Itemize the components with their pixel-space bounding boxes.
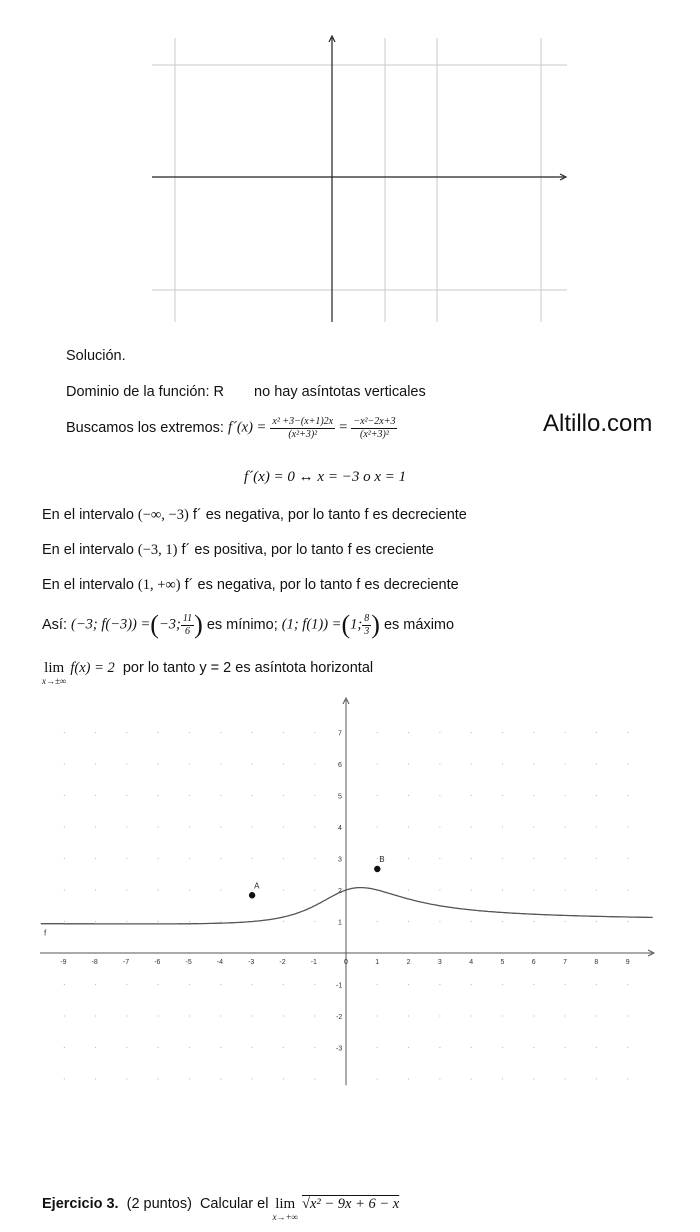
interval-text: f´ es negativa, por lo tanto f es decreciente	[192, 507, 467, 523]
grid-dot	[502, 889, 503, 890]
grid-dot	[533, 1047, 534, 1048]
grid-dot	[533, 984, 534, 985]
grid-dot	[95, 1015, 96, 1016]
grid-dot	[314, 858, 315, 859]
grid-dot	[283, 921, 284, 922]
x-tick-label: -9	[60, 959, 67, 966]
grid-dot	[64, 889, 65, 890]
equals-sign: =	[339, 419, 348, 436]
interval-prefix: En el intervalo	[42, 507, 134, 523]
grid-dot	[408, 795, 409, 796]
interval-line-2	[42, 542, 434, 559]
grid-dot	[596, 889, 597, 890]
grid-dot	[377, 1078, 378, 1079]
point-a	[249, 892, 255, 898]
exercise-limit-word: lim	[275, 1196, 296, 1212]
grid-dot	[189, 732, 190, 733]
grid-dot	[252, 1015, 253, 1016]
x-tick-label: -1	[310, 959, 317, 966]
interval-prefix: En el intervalo	[42, 542, 134, 558]
grid-dot	[408, 1047, 409, 1048]
paren-open: (	[341, 610, 351, 639]
grid-dot	[252, 732, 253, 733]
grid-dot	[502, 921, 503, 922]
grid-dot	[314, 921, 315, 922]
fraction-2-numerator: −x²−2x+3	[353, 416, 396, 427]
grid-dot	[596, 826, 597, 827]
grid-dot	[627, 1078, 628, 1079]
y-tick-label: 7	[338, 730, 342, 738]
grid-dot	[408, 1015, 409, 1016]
grid-dot	[377, 795, 378, 796]
grid-dot	[283, 795, 284, 796]
grid-dot	[95, 921, 96, 922]
exercise-3-line	[42, 1196, 399, 1222]
function-label: f	[44, 928, 47, 938]
grid-dot	[565, 826, 566, 827]
grid-dot	[189, 889, 190, 890]
grid-dot	[408, 763, 409, 764]
grid-dot	[502, 763, 503, 764]
watermark-text: Altillo.com	[543, 410, 653, 437]
grid-dot	[408, 921, 409, 922]
grid-dot	[533, 858, 534, 859]
grid-dot	[408, 858, 409, 859]
domain-line	[66, 384, 426, 400]
grid-dot	[95, 763, 96, 764]
grid-dot	[126, 763, 127, 764]
grid-dot	[439, 826, 440, 827]
grid-dot	[502, 984, 503, 985]
grid-dot	[158, 984, 159, 985]
grid-dot	[439, 1047, 440, 1048]
maximum-text: es máximo	[383, 617, 455, 633]
grid-dot	[64, 763, 65, 764]
grid-dot	[471, 858, 472, 859]
limit-expression: f(x) = 2	[70, 660, 115, 676]
interval-line-3	[42, 577, 459, 594]
y-tick-label: -3	[336, 1045, 343, 1053]
grid-dot	[627, 1015, 628, 1016]
graph-axes	[40, 698, 654, 1085]
grid-dot	[189, 1078, 190, 1079]
grid-dot	[314, 984, 315, 985]
grid-dot	[565, 763, 566, 764]
grid-dot	[64, 1015, 65, 1016]
grid-dot	[314, 826, 315, 827]
extremes-line	[66, 416, 397, 440]
x-tick-label: -4	[216, 959, 224, 966]
grid-dot	[627, 763, 628, 764]
interval-math: (−∞, −3)	[137, 507, 189, 523]
grid-dot	[377, 1015, 378, 1016]
grid-dot	[596, 795, 597, 796]
grid-dot	[533, 921, 534, 922]
critical-points	[249, 855, 385, 898]
interval-text: f´ es negativa, por lo tanto f es decreciente	[184, 577, 459, 593]
interval-math: (1, +∞)	[137, 577, 181, 593]
limit-line	[42, 660, 373, 686]
grid-dot	[189, 763, 190, 764]
x-tick-label: 9	[625, 959, 630, 966]
grid-dot	[471, 826, 472, 827]
grid-dot	[471, 763, 472, 764]
grid-dot	[158, 889, 159, 890]
minimum-fraction	[181, 613, 194, 637]
x-tick-label: -3	[248, 959, 255, 966]
grid-dot	[439, 889, 440, 890]
grid-dot	[64, 1078, 65, 1079]
x-tick-label: 5	[500, 959, 505, 966]
grid-dot	[314, 889, 315, 890]
grid-dot	[533, 763, 534, 764]
grid-dot	[64, 826, 65, 827]
grid-dot	[596, 763, 597, 764]
maximum-denominator: 3	[364, 625, 370, 637]
grid-dot	[627, 858, 628, 859]
grid-dot	[439, 1015, 440, 1016]
interval-prefix: En el intervalo	[42, 577, 134, 593]
asi-prefix: Así:	[42, 617, 67, 633]
grid-dot	[439, 763, 440, 764]
grid-dot	[565, 984, 566, 985]
grid-dot	[158, 826, 159, 827]
grid-dot	[283, 763, 284, 764]
grid-dot	[471, 795, 472, 796]
grid-dot	[220, 826, 221, 827]
grid-dot	[189, 826, 190, 827]
grid-dot	[252, 1078, 253, 1079]
y-tick-label: -1	[336, 982, 343, 990]
grid-dot	[502, 1047, 503, 1048]
grid-dot	[158, 921, 159, 922]
function-curve	[41, 888, 653, 924]
grid-dot	[158, 1078, 159, 1079]
grid-dot	[158, 795, 159, 796]
exercise-points: (2 puntos)	[126, 1196, 192, 1212]
empty-grid-lines	[152, 38, 567, 322]
grid-dot	[252, 889, 253, 890]
grid-dot	[126, 826, 127, 827]
grid-dot	[627, 921, 628, 922]
grid-dot	[158, 858, 159, 859]
minimum-denominator: 6	[184, 625, 190, 637]
derivative-fraction-2	[351, 416, 397, 440]
grid-dot	[220, 1015, 221, 1016]
fraction-1-denominator: (x²+3)²	[288, 428, 318, 440]
grid-dot	[95, 1047, 96, 1048]
grid-dot	[283, 858, 284, 859]
x-tick-label: -2	[279, 959, 286, 966]
grid-dot	[377, 858, 378, 859]
x-tick-label: 1	[375, 959, 380, 966]
interval-line-1	[42, 507, 467, 524]
grid-dot	[158, 1015, 159, 1016]
grid-dot	[533, 795, 534, 796]
grid-dot	[439, 1078, 440, 1079]
grid-dot	[533, 826, 534, 827]
grid-dot	[220, 732, 221, 733]
grid-dot	[408, 732, 409, 733]
x-tick-label: -6	[154, 959, 161, 966]
paren-close: )	[194, 610, 203, 639]
grid-dot	[439, 921, 440, 922]
limit-operator	[42, 660, 66, 686]
grid-dot	[565, 889, 566, 890]
grid-dot	[377, 921, 378, 922]
grid-dot	[189, 1015, 190, 1016]
grid-dot	[627, 732, 628, 733]
grid-dot	[377, 1047, 378, 1048]
grid-dot	[220, 921, 221, 922]
y-tick-label: 4	[338, 825, 342, 832]
grid-dot	[471, 1047, 472, 1048]
grid-dot	[189, 921, 190, 922]
grid-dot	[126, 858, 127, 859]
grid-dot	[314, 732, 315, 733]
grid-dot	[95, 732, 96, 733]
grid-dot	[95, 795, 96, 796]
grid-dot	[596, 858, 597, 859]
grid-dot	[439, 795, 440, 796]
grid-dot	[189, 795, 190, 796]
y-tick-label: 6	[338, 762, 342, 769]
grid-dot	[126, 795, 127, 796]
grid-dot	[471, 984, 472, 985]
grid-dot	[502, 858, 503, 859]
x-tick-labels	[60, 959, 629, 966]
x-tick-label: 0	[344, 959, 348, 966]
y-tick-label: 3	[338, 856, 342, 864]
grid-dot	[314, 1078, 315, 1079]
maximum-lhs: (1; f(1)) =	[281, 616, 342, 633]
grid-dot	[408, 889, 409, 890]
grid-dot	[126, 921, 127, 922]
grid-dot	[95, 1078, 96, 1079]
grid-dot	[533, 889, 534, 890]
minimum-text: es mínimo;	[206, 617, 278, 633]
grid-dot	[126, 1078, 127, 1079]
grid-dot	[126, 1047, 127, 1048]
grid-dot	[471, 1078, 472, 1079]
y-tick-label: 1	[338, 919, 342, 927]
grid-dot	[502, 1015, 503, 1016]
grid-dot	[220, 889, 221, 890]
grid-dot	[377, 984, 378, 985]
grid-dot	[64, 984, 65, 985]
grid-dot	[252, 763, 253, 764]
x-tick-label: -7	[122, 959, 130, 966]
grid-dot	[126, 732, 127, 733]
fraction-1-numerator: x² +3−(x+1)2x	[272, 416, 334, 427]
x-tick-label: 2	[406, 959, 411, 966]
grid-dot	[314, 795, 315, 796]
grid-dot	[64, 795, 65, 796]
limit-word: lim	[44, 660, 65, 676]
grid-dot	[408, 984, 409, 985]
grid-dot	[596, 1015, 597, 1016]
maximum-inner: 1;	[350, 616, 363, 633]
grid-dot	[283, 732, 284, 733]
grid-dot	[220, 795, 221, 796]
grid-dot	[533, 1015, 534, 1016]
y-tick-label: -2	[336, 1014, 343, 1021]
limit-subscript: x→±∞	[42, 675, 67, 686]
derivative-lhs: f´(x) =	[227, 419, 267, 436]
grid-dot	[471, 889, 472, 890]
critical-points-equation: f´(x) = 0 ↔ x = −3 o x = 1	[244, 469, 407, 485]
point-label-a: A	[254, 881, 260, 891]
grid-dot	[189, 858, 190, 859]
exercise-limit-subscript: x→+∞	[272, 1211, 298, 1222]
grid-dot	[627, 826, 628, 827]
grid-dot	[314, 763, 315, 764]
maximum-fraction	[362, 613, 371, 637]
grid-dot	[471, 921, 472, 922]
grid-dot	[220, 1078, 221, 1079]
extrema-summary-line	[42, 612, 454, 638]
paren-close: )	[371, 610, 380, 639]
x-tick-label: -5	[185, 959, 192, 966]
exercise-limit-operator	[272, 1196, 297, 1222]
grid-dot	[502, 826, 503, 827]
grid-dot	[95, 889, 96, 890]
grid-dot	[64, 732, 65, 733]
exercise-expression: √x² − 9x + 6 − x	[301, 1196, 400, 1212]
grid-dot	[283, 1015, 284, 1016]
grid-dot	[627, 1047, 628, 1048]
grid-dot	[126, 984, 127, 985]
grid-dot	[408, 826, 409, 827]
empty-grid-axes	[152, 36, 566, 322]
grid-dot	[126, 889, 127, 890]
grid-dot	[565, 732, 566, 733]
x-tick-label: 7	[563, 959, 568, 966]
point-label-b: B	[379, 854, 385, 864]
grid-dot	[95, 826, 96, 827]
grid-dot	[565, 858, 566, 859]
interval-text: f´ es positiva, por lo tanto f es creciente	[181, 542, 434, 558]
solution-heading: Solución.	[66, 348, 126, 364]
grid-dot	[220, 858, 221, 859]
grid-dot	[252, 826, 253, 827]
grid-dot	[533, 1078, 534, 1079]
grid-dot	[64, 921, 65, 922]
grid-dot	[158, 1047, 159, 1048]
grid-dot	[596, 732, 597, 733]
derivative-fraction-1	[270, 416, 335, 440]
grid-dot	[565, 921, 566, 922]
limit-text: por lo tanto y = 2 es asíntota horizontal	[122, 660, 374, 676]
grid-dot	[377, 732, 378, 733]
grid-dot	[627, 889, 628, 890]
grid-dot	[565, 1015, 566, 1016]
grid-dot	[283, 826, 284, 827]
grid-dot	[158, 763, 159, 764]
x-tick-label: 4	[469, 959, 474, 966]
grid-dot	[439, 984, 440, 985]
grid-dot	[439, 732, 440, 733]
domain-label: Dominio de la función: R	[66, 384, 224, 400]
grid-dot	[565, 1078, 566, 1079]
x-tick-label: 6	[531, 959, 536, 966]
grid-dot	[95, 858, 96, 859]
grid-dot	[64, 858, 65, 859]
grid-dot	[314, 1047, 315, 1048]
x-tick-label: -8	[91, 959, 98, 966]
grid-dot	[596, 984, 597, 985]
grid-dot	[220, 1047, 221, 1048]
paren-open: (	[150, 610, 159, 639]
grid-dot	[283, 1047, 284, 1048]
grid-dot	[252, 984, 253, 985]
grid-dot	[565, 1047, 566, 1048]
grid-dot	[502, 795, 503, 796]
grid-dot	[408, 1078, 409, 1079]
point-b	[374, 866, 380, 872]
grid-dot	[627, 984, 628, 985]
interval-math: (−3, 1)	[137, 542, 178, 558]
grid-dot	[158, 732, 159, 733]
grid-dot	[471, 732, 472, 733]
extremes-label: Buscamos los extremos:	[66, 420, 224, 436]
grid-dot	[533, 732, 534, 733]
grid-dot	[627, 795, 628, 796]
minimum-lhs: (−3; f(−3)) =	[71, 616, 151, 633]
grid-dot	[596, 1047, 597, 1048]
grid-dot	[596, 921, 597, 922]
empty-grid-chart	[0, 0, 700, 330]
grid-dot	[64, 1047, 65, 1048]
grid-dot	[189, 984, 190, 985]
grid-dot	[377, 763, 378, 764]
grid-dot	[283, 1078, 284, 1079]
grid-dot	[439, 858, 440, 859]
y-tick-label: 2	[338, 888, 342, 895]
exercise-text: Calcular el	[199, 1196, 269, 1212]
x-tick-label: 3	[437, 959, 442, 966]
function-graph	[0, 690, 700, 1090]
grid-dot	[565, 795, 566, 796]
grid-dot	[252, 858, 253, 859]
minimum-inner: −3;	[158, 616, 181, 633]
domain-note: no hay asíntotas verticales	[254, 384, 426, 400]
grid-dot	[189, 1047, 190, 1048]
grid-dot	[596, 1078, 597, 1079]
grid-dot	[252, 1047, 253, 1048]
grid-dot	[220, 984, 221, 985]
grid-dot	[283, 984, 284, 985]
minimum-numerator: 11	[182, 613, 193, 624]
maximum-numerator: 8	[364, 613, 370, 624]
fraction-2-denominator: (x²+3)²	[360, 428, 389, 440]
grid-dot	[95, 984, 96, 985]
grid-dot	[502, 1078, 503, 1079]
grid-dot	[283, 889, 284, 890]
grid-dot	[314, 1015, 315, 1016]
exercise-title: Ejercicio 3.	[42, 1196, 119, 1212]
grid-dot	[126, 1015, 127, 1016]
y-tick-label: 5	[338, 793, 342, 801]
grid-dot	[502, 732, 503, 733]
grid-dot	[471, 1015, 472, 1016]
x-tick-label: 8	[594, 959, 599, 966]
grid-dot	[220, 763, 221, 764]
grid-dot	[252, 795, 253, 796]
grid-dot	[377, 826, 378, 827]
